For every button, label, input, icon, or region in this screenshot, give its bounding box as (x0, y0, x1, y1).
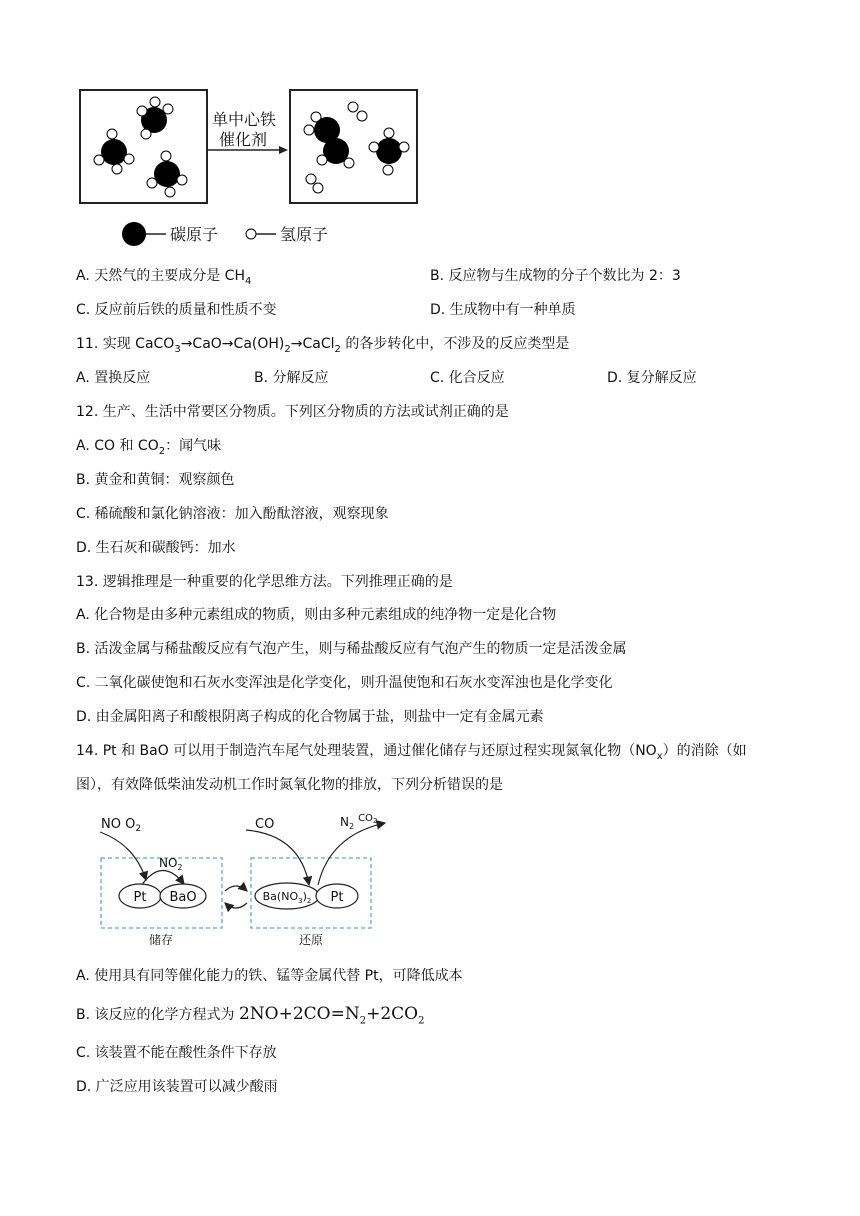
q10-option-d: D. 生成物中有一种单质 (430, 302, 576, 318)
carbon-atom (154, 161, 180, 187)
hydrogen-atom (369, 142, 379, 152)
barium-nitrate-label: $Ba(NO_3)_2$ (262, 890, 312, 905)
nox-storage-reduction-diagram (0, 800, 860, 950)
q10-option-a: A. 天然气的主要成分是 $CH_4$ (76, 268, 252, 287)
catalyst-label-line1: 单中心铁 (212, 110, 277, 129)
carbon-atom (376, 138, 402, 164)
q14-stem-line2: 图），有效降低柴油发动机工作时氮氧化物的排放，下列分析错误的是 (76, 777, 503, 793)
hydrogen-atom (384, 128, 394, 138)
pt-label: Pt (133, 890, 147, 905)
legend-carbon-label: 碳原子 (170, 225, 219, 244)
hydrogen-atom (313, 183, 323, 193)
input-arrow (100, 832, 146, 880)
q10-option-b: B. 反应物与生成物的分子个数比为 2：3 (430, 268, 681, 284)
reaction-figure (0, 0, 860, 260)
hydrogen-atom (304, 125, 314, 135)
legend-carbon-icon (122, 222, 146, 246)
hydrogen-atom (177, 175, 187, 185)
q12-stem: 12. 生产、生活中常要区分物质。下列区分物质的方法或试剂正确的是 (76, 404, 509, 420)
no2-transfer-arrow (141, 870, 184, 886)
bao-label: BaO (169, 890, 197, 905)
q14-option-d: D. 广泛应用该装置可以减少酸雨 (76, 1079, 278, 1095)
hydrogen-atom (150, 97, 160, 107)
hydrogen-atom (357, 111, 367, 121)
q14-stem-line1: 14. Pt 和 BaO 可以用于制造汽车尾气处理装置，通过催化储存与还原过程实现氮氧化物$(NO_x)$的消除（如 (76, 743, 747, 762)
pt2-label: Pt (330, 890, 344, 905)
storage-caption: 储存 (148, 933, 174, 947)
cycle-arrow-forward (225, 886, 247, 891)
output-arrow (318, 823, 385, 885)
hydrogen-atom (137, 106, 147, 116)
co-label: CO (255, 817, 275, 832)
catalyst-label-line2: 催化剂 (219, 130, 268, 149)
q13-stem: 13. 逻辑推理是一种重要的化学思维方法。下列推理正确的是 (76, 574, 453, 590)
no2-label: $NO_2$ (159, 856, 183, 872)
hydrogen-atom (165, 187, 175, 197)
q13-option-c: C. 二氧化碳使饱和石灰水变浑浊是化学变化，则升温使饱和石灰水变浑浊也是化学变化 (76, 675, 613, 691)
q14-option-c: C. 该装置不能在酸性条件下存放 (76, 1045, 277, 1061)
hydrogen-atom (141, 129, 151, 139)
q13-option-b: B. 活泼金属与稀盐酸反应有气泡产生，则与稀盐酸反应有气泡产生的物质一定是活泼金属 (76, 641, 627, 657)
carbon-atom (101, 139, 127, 165)
hydrogen-atom (317, 155, 327, 165)
reduction-caption: 还原 (298, 933, 324, 947)
hydrogen-atom (147, 178, 157, 188)
q13-option-d: D. 由金属阳离子和酸根阴离子构成的化合物属于盐，则盐中一定有金属元素 (76, 709, 544, 725)
q12-option-b: B. 黄金和黄铜：观察颜色 (76, 472, 235, 488)
output-gas-label: $N_2^{CO}2$ (340, 813, 378, 831)
q11-option-d: D. 复分解反应 (607, 370, 697, 386)
cycle-arrow-back (225, 903, 247, 908)
q12-option-d: D. 生石灰和碳酸钙：加水 (76, 540, 236, 556)
hydrogen-atom (344, 158, 354, 168)
q14-option-b: B. 该反应的化学方程式为 $2NO+2CO=N_2+2CO_2$ (76, 1004, 425, 1027)
legend-hydrogen-icon (246, 229, 256, 239)
q11-option-b: B. 分解反应 (254, 370, 329, 386)
q10-option-c: C. 反应前后铁的质量和性质不变 (76, 302, 277, 318)
co-arrow (246, 830, 309, 885)
legend-hydrogen-label: 氢原子 (280, 225, 329, 244)
q13-option-a: A. 化合物是由多种元素组成的物质，则由多种元素组成的纯净物一定是化合物 (76, 607, 557, 623)
q11-stem: 11. 实现 $CaCO_3\to CaO\to Ca(OH)_2\to CaCl_2$ 的各步转化中，不涉及的反应类型是 (76, 336, 570, 355)
reaction-arrowhead (279, 146, 288, 154)
q12-option-a: A. CO 和 $CO_2$：闻气味 (76, 438, 222, 457)
hydrogen-atom (112, 164, 122, 174)
hydrogen-atom (383, 165, 393, 175)
q11-option-c: C. 化合反应 (430, 370, 505, 386)
hydrogen-atom (306, 174, 316, 184)
q11-option-a: A. 置换反应 (76, 370, 151, 386)
hydrogen-atom (161, 151, 171, 161)
hydrogen-atom (107, 129, 117, 139)
hydrogen-atom (94, 155, 104, 165)
input-gas-label: NO $O_2$ (101, 817, 142, 834)
hydrogen-atom (163, 104, 173, 114)
hydrogen-atom (399, 142, 409, 152)
hydrogen-atom (124, 154, 134, 164)
q12-option-c: C. 稀硫酸和氯化钠溶液：加入酚酞溶液，观察现象 (76, 506, 389, 522)
hydrogen-atom (348, 102, 358, 112)
q14-option-a: A. 使用具有同等催化能力的铁、锰等金属代替 Pt，可降低成本 (76, 968, 463, 984)
